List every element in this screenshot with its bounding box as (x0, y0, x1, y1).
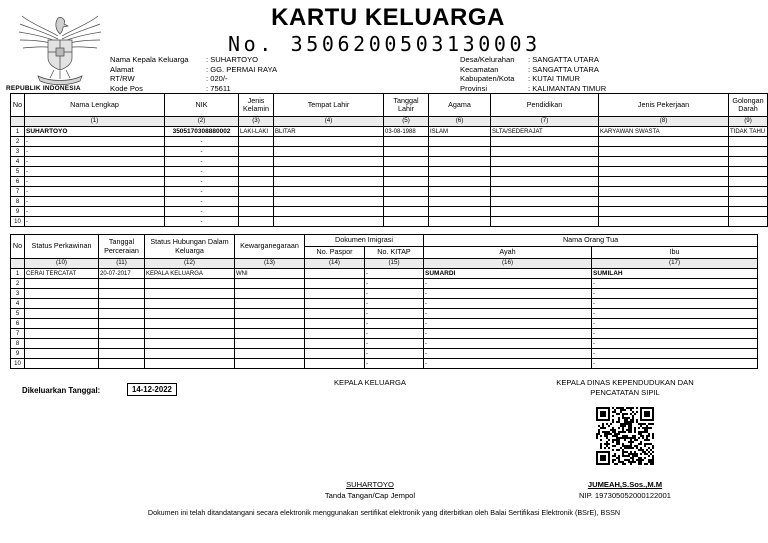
table-cell: BLITAR (274, 127, 384, 137)
table-cell: 20-07-2017 (99, 269, 145, 279)
table-cell (274, 217, 384, 227)
table-cell (599, 207, 729, 217)
signer-caption: Tanda Tangan/Cap Jempol (324, 491, 416, 500)
table-cell (491, 147, 599, 157)
column-header: Pendidikan (491, 94, 599, 117)
table-cell (25, 319, 99, 329)
table-cell: 3 (11, 147, 25, 157)
table-cell (599, 187, 729, 197)
table-cell (729, 217, 768, 227)
table-row (11, 177, 768, 187)
table-cell: SUMILAH (592, 269, 758, 279)
table-cell (729, 137, 768, 147)
table-cell: - (365, 299, 424, 309)
table-cell: - (25, 187, 165, 197)
column-header: No (11, 235, 25, 259)
column-number-row (11, 117, 768, 127)
column-header: Status Perkawinan (25, 235, 99, 259)
column-header: Kewarganegaraan (235, 235, 305, 259)
table-cell (274, 157, 384, 167)
table-cell: - (365, 269, 424, 279)
info-value: : GG. PERMAI RAYA (206, 64, 278, 74)
table-cell: - (424, 349, 592, 359)
family-status-table (10, 234, 758, 369)
table-cell: 3 (11, 289, 25, 299)
column-header: Tanggal Perceraian (99, 235, 145, 259)
column-header: Jenis Pekerjaan (599, 94, 729, 117)
column-number-row (11, 259, 758, 269)
table-cell (274, 197, 384, 207)
table-cell: - (424, 309, 592, 319)
table-cell (305, 279, 365, 289)
table-cell (599, 147, 729, 157)
table-row (11, 269, 758, 279)
table-cell (239, 137, 274, 147)
column-header: Dokumen Imigrasi (305, 235, 424, 247)
info-value: : SANGATTA UTARA (528, 55, 599, 64)
column-number: (4) (274, 117, 384, 127)
table-row (11, 207, 768, 217)
family-info-left (110, 55, 277, 93)
column-header: Nama Orang Tua (424, 235, 758, 247)
info-row-kecamatan (460, 65, 606, 75)
info-row-provinsi (460, 84, 606, 94)
table-cell (305, 309, 365, 319)
table-cell (25, 349, 99, 359)
table-cell: 3505170308880002 (165, 127, 239, 137)
info-row-desa (460, 55, 606, 65)
kepala-dinas-line2: PENCATATAN SIPIL (590, 388, 660, 397)
table-cell (491, 207, 599, 217)
table-cell (305, 359, 365, 369)
table-cell (305, 299, 365, 309)
table-cell: 9 (11, 349, 25, 359)
column-number: (16) (424, 259, 592, 269)
table-cell (599, 137, 729, 147)
table-cell (274, 187, 384, 197)
table-row (11, 319, 758, 329)
table-cell (235, 359, 305, 369)
table-cell: 8 (11, 339, 25, 349)
table-cell (305, 269, 365, 279)
kepala-keluarga-label: KEPALA KELUARGA (333, 378, 407, 387)
table-cell (729, 147, 768, 157)
info-value: : KUTAI TIMUR (528, 74, 581, 84)
table-cell: - (25, 147, 165, 157)
table-cell: 5 (11, 167, 25, 177)
table-cell: - (424, 289, 592, 299)
table-cell: 7 (11, 329, 25, 339)
table-cell: - (592, 289, 758, 299)
table-cell (99, 359, 145, 369)
table-cell (384, 177, 429, 187)
column-header: Agama (429, 94, 491, 117)
table-cell: 1 (11, 269, 25, 279)
table-cell (429, 147, 491, 157)
column-header: Ayah (424, 247, 592, 259)
table-cell (99, 299, 145, 309)
table-cell: 4 (11, 299, 25, 309)
info-row-kabupaten (460, 74, 606, 84)
table-row (11, 197, 768, 207)
column-header: No. KITAP (365, 247, 424, 259)
table-cell: - (592, 329, 758, 339)
table-cell: - (424, 359, 592, 369)
table-cell (729, 157, 768, 167)
table-cell (145, 359, 235, 369)
table-cell: 6 (11, 177, 25, 187)
table-cell: - (165, 147, 239, 157)
table-cell: - (424, 299, 592, 309)
table-cell: ISLAM (429, 127, 491, 137)
table-cell (384, 197, 429, 207)
table-cell (429, 167, 491, 177)
table-row (11, 187, 768, 197)
table-row (11, 157, 768, 167)
table-cell (274, 207, 384, 217)
table-cell (599, 197, 729, 207)
column-header: Nama Lengkap (25, 94, 165, 117)
table-cell (599, 167, 729, 177)
table-cell (99, 349, 145, 359)
kepala-dinas-label (520, 378, 730, 398)
column-number: (3) (239, 117, 274, 127)
family-info-right (460, 55, 606, 93)
table-cell: - (365, 339, 424, 349)
table-cell (25, 359, 99, 369)
info-label: Kode Pos (110, 83, 143, 93)
column-header: No (11, 94, 25, 117)
column-header: Ibu (592, 247, 758, 259)
column-number: (1) (25, 117, 165, 127)
info-label: Nama Kepala Keluarga (110, 55, 189, 64)
table-cell: - (592, 349, 758, 359)
table-row (11, 329, 758, 339)
table-cell (145, 299, 235, 309)
table-row (11, 349, 758, 359)
table-cell (145, 349, 235, 359)
table-cell (274, 137, 384, 147)
table-cell (239, 157, 274, 167)
table-cell (235, 289, 305, 299)
table-cell: - (365, 349, 424, 359)
table-cell: - (365, 319, 424, 329)
column-number (11, 117, 25, 127)
column-number: (13) (235, 259, 305, 269)
table-cell: - (365, 279, 424, 289)
column-header: Tempat Lahir (274, 94, 384, 117)
info-label: RT/RW (110, 74, 135, 84)
table-cell: - (365, 309, 424, 319)
column-header: Status Hubungan Dalam Keluarga (145, 235, 235, 259)
table-cell: - (365, 359, 424, 369)
table-cell (239, 167, 274, 177)
table-cell (384, 187, 429, 197)
table-cell: - (365, 329, 424, 339)
table-cell: 8 (11, 197, 25, 207)
table-cell: - (165, 137, 239, 147)
table-cell: CERAI TERCATAT (25, 269, 99, 279)
table-cell (235, 299, 305, 309)
column-number: (17) (592, 259, 758, 269)
official-name: JUMEAH,S.Sos.,M.M (587, 480, 663, 489)
info-label: Alamat (110, 64, 134, 74)
table-cell (274, 147, 384, 157)
table-header-row (11, 235, 758, 247)
table-cell (429, 137, 491, 147)
table-cell (429, 157, 491, 167)
table-row (11, 217, 768, 227)
table-row (11, 279, 758, 289)
table-cell (99, 279, 145, 289)
table-cell: 10 (11, 359, 25, 369)
table-cell: 7 (11, 187, 25, 197)
table-cell: 2 (11, 279, 25, 289)
table-cell: - (365, 289, 424, 299)
column-number: (6) (429, 117, 491, 127)
table-cell (239, 197, 274, 207)
table-row (11, 299, 758, 309)
emblem-caption: REPUBLIK INDONESIA (6, 85, 81, 92)
table-cell: LAKI-LAKI (239, 127, 274, 137)
table-cell (305, 329, 365, 339)
table-cell (429, 207, 491, 217)
table-cell (384, 137, 429, 147)
column-number: (15) (365, 259, 424, 269)
info-row-kepala-keluarga (110, 55, 277, 65)
table-cell (491, 187, 599, 197)
table-row (11, 167, 768, 177)
table-cell (305, 289, 365, 299)
table-cell: - (424, 319, 592, 329)
table-cell: 6 (11, 319, 25, 329)
table-cell (429, 217, 491, 227)
table-cell (239, 147, 274, 157)
table-cell (491, 197, 599, 207)
table-cell (99, 309, 145, 319)
table-cell (729, 207, 768, 217)
table-cell (729, 187, 768, 197)
column-number: (7) (491, 117, 599, 127)
table-cell (599, 157, 729, 167)
table-cell (25, 299, 99, 309)
table-cell (25, 309, 99, 319)
info-value: : KALIMANTAN TIMUR (528, 83, 607, 93)
table-cell (384, 157, 429, 167)
electronic-signature-disclaimer: Dokumen ini telah ditandatangani secara elektronik menggunakan sertifikat elektronik yang diterbitkan oleh Balai Sertifikasi Elektronik (BSrE), BSSN (147, 508, 621, 517)
table-cell: - (25, 217, 165, 227)
official-nip: NIP. 197305052000122001 (579, 491, 671, 500)
table-cell (305, 319, 365, 329)
table-row (11, 137, 768, 147)
table-row (11, 127, 768, 137)
table-row (11, 289, 758, 299)
signer-name: SUHARTOYO (346, 480, 394, 489)
column-number: (9) (729, 117, 768, 127)
table-cell (99, 289, 145, 299)
table-cell (145, 279, 235, 289)
table-cell: - (165, 167, 239, 177)
info-row-alamat (110, 65, 277, 75)
page-title: KARTU KELUARGA (271, 4, 505, 31)
table-cell (235, 309, 305, 319)
table-cell: - (25, 157, 165, 167)
table-cell (99, 329, 145, 339)
family-members-body (11, 127, 768, 227)
table-cell (305, 349, 365, 359)
table-cell (235, 349, 305, 359)
table-cell (25, 329, 99, 339)
table-row (11, 359, 758, 369)
table-cell: 03-08-1988 (384, 127, 429, 137)
table-cell (235, 329, 305, 339)
column-number: (12) (145, 259, 235, 269)
column-number: (8) (599, 117, 729, 127)
column-number: (10) (25, 259, 99, 269)
column-number: (2) (165, 117, 239, 127)
table-cell: TIDAK TAHU (729, 127, 768, 137)
table-row (11, 147, 768, 157)
table-cell (599, 177, 729, 187)
table-cell: 2 (11, 137, 25, 147)
family-members-table (10, 93, 768, 227)
table-cell: - (165, 157, 239, 167)
table-cell: - (25, 207, 165, 217)
table-cell (729, 197, 768, 207)
info-label: Kabupaten/Kota (460, 74, 515, 84)
info-label: Kecamatan (460, 64, 499, 74)
table-cell (384, 217, 429, 227)
table-cell (235, 279, 305, 289)
table-cell (491, 177, 599, 187)
table-cell (239, 207, 274, 217)
column-header: Tanggal Lahir (384, 94, 429, 117)
table-cell: - (165, 217, 239, 227)
table-row (11, 339, 758, 349)
table-cell (239, 187, 274, 197)
table-cell: 5 (11, 309, 25, 319)
column-number: (5) (384, 117, 429, 127)
table-cell: 9 (11, 207, 25, 217)
info-value: : SUHARTOYO (206, 55, 259, 64)
table-cell: - (25, 137, 165, 147)
column-header: No. Paspor (305, 247, 365, 259)
table-cell: - (592, 299, 758, 309)
column-number (11, 259, 25, 269)
table-cell (491, 167, 599, 177)
table-cell (99, 319, 145, 329)
table-cell: 4 (11, 157, 25, 167)
info-row-kode-pos (110, 84, 277, 94)
info-label: Desa/Kelurahan (460, 55, 515, 64)
table-cell: - (592, 309, 758, 319)
table-cell: - (165, 177, 239, 187)
info-value: : 020/- (206, 74, 228, 84)
table-row (11, 309, 758, 319)
column-header: Jenis Kelamin (239, 94, 274, 117)
info-value: : SANGATTA UTARA (528, 64, 599, 74)
column-number: (14) (305, 259, 365, 269)
table-cell (145, 339, 235, 349)
table-cell (25, 289, 99, 299)
table-cell (145, 319, 235, 329)
table-cell (25, 339, 99, 349)
table-cell: 10 (11, 217, 25, 227)
table-cell (145, 329, 235, 339)
table-cell: - (25, 197, 165, 207)
table-cell: - (592, 339, 758, 349)
table-cell (239, 177, 274, 187)
table-cell: - (424, 339, 592, 349)
info-label: Provinsi (460, 83, 488, 93)
table-cell: - (592, 359, 758, 369)
table-cell: - (592, 279, 758, 289)
table-cell (429, 197, 491, 207)
table-cell: KARYAWAN SWASTA (599, 127, 729, 137)
table-cell (305, 339, 365, 349)
table-cell (729, 167, 768, 177)
table-cell (599, 217, 729, 227)
kepala-dinas-line1: KEPALA DINAS KEPENDUDUKAN DAN (556, 378, 694, 387)
table-cell (274, 177, 384, 187)
table-cell: SLTA/SEDERAJAT (491, 127, 599, 137)
info-value: : 75611 (206, 83, 231, 93)
table-cell (25, 279, 99, 289)
table-cell: - (25, 167, 165, 177)
table-cell: - (165, 197, 239, 207)
table-cell (145, 289, 235, 299)
table-cell: SUHARTOYO (25, 127, 165, 137)
table-cell (235, 319, 305, 329)
qr-code-icon (596, 407, 654, 465)
column-number: (11) (99, 259, 145, 269)
table-cell: 1 (11, 127, 25, 137)
table-cell (491, 217, 599, 227)
issued-date-value: 14-12-2022 (127, 383, 177, 396)
table-header-row (11, 94, 768, 117)
document-number: No. 3506200503130003 (228, 32, 541, 56)
table-cell: - (165, 187, 239, 197)
table-cell (729, 177, 768, 187)
table-cell (384, 167, 429, 177)
table-cell (274, 167, 384, 177)
column-header: NIK (165, 94, 239, 117)
table-cell: - (25, 177, 165, 187)
table-cell: SUMARDI (424, 269, 592, 279)
table-cell: WNI (235, 269, 305, 279)
table-cell (491, 137, 599, 147)
table-cell (491, 157, 599, 167)
table-cell: - (424, 279, 592, 289)
issued-date-label: Dikeluarkan Tanggal: (22, 386, 101, 395)
table-cell: KEPALA KELUARGA (145, 269, 235, 279)
table-cell (384, 147, 429, 157)
table-cell (384, 207, 429, 217)
table-cell: - (165, 207, 239, 217)
table-cell (429, 177, 491, 187)
table-cell (429, 187, 491, 197)
table-cell: - (424, 329, 592, 339)
info-row-rtrw (110, 74, 277, 84)
column-header: Golongan Darah (729, 94, 768, 117)
table-cell (99, 339, 145, 349)
table-cell: - (592, 319, 758, 329)
table-cell (235, 339, 305, 349)
family-status-body (11, 269, 758, 369)
table-cell (239, 217, 274, 227)
table-cell (145, 309, 235, 319)
